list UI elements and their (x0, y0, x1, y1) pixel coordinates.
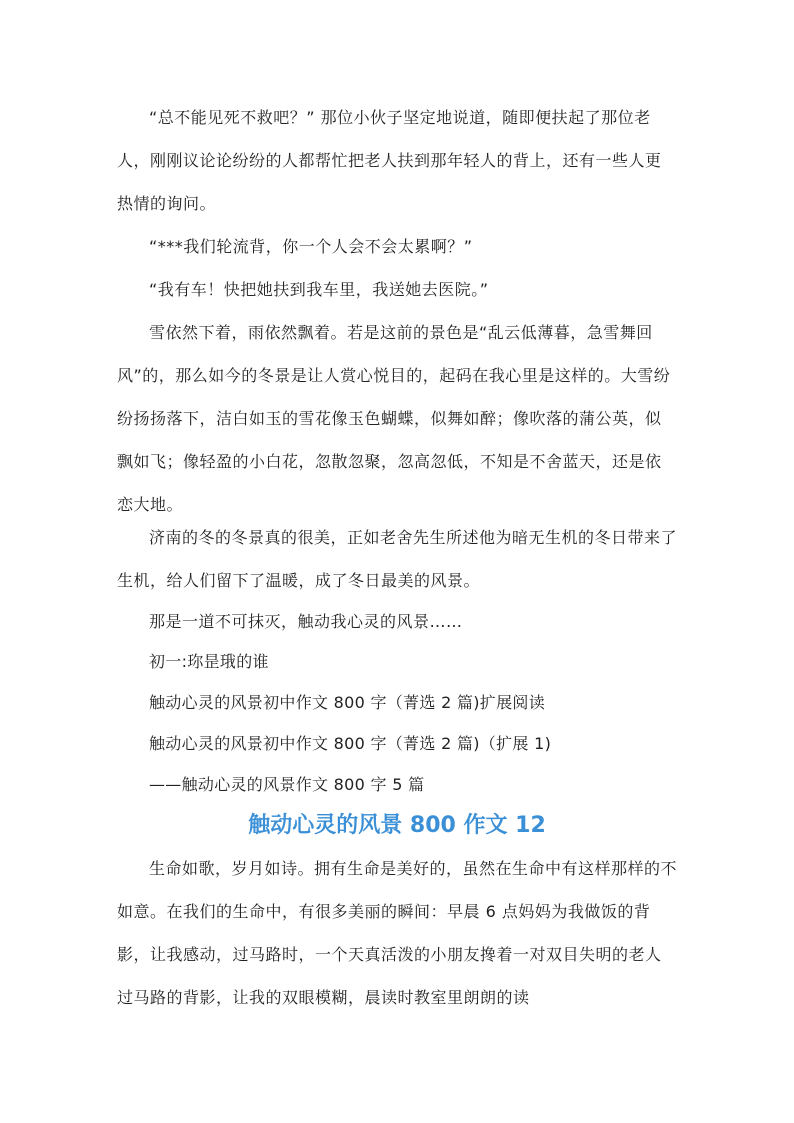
author-line: 初一:珎昰珴的谁 (149, 652, 269, 671)
paragraph-rescue: “总不能见死不救吧？” 那位小伙子坚定地说道，随即便扶起了那位老人，刚刚议论论纷纷的人都帮忙把老人扶到那年轻人的背上，还有一些人更热情的询问。 (117, 108, 662, 213)
extended-reading-line: 触动心灵的风景初中作文 800 字（菁选 2 篇)扩展阅读 (149, 693, 546, 712)
section-heading: 触动心灵的风景 800 作文 12 (248, 813, 546, 838)
paragraph-snow-scene: 雪依然下着，雨依然飘着。若是这前的景色是“乱云低薄暮，急雪舞回风”的，那么如今的冬景是让人赏心悦目的，起码在我心里是这样的。大雪纷纷扬扬落下，洁白如玉的雪花像玉色蝴蝶，似舞如醉；像吹落的蒲公英，似飘如飞；像轻盈的小白花，忽散忽聚，忽高忽低，不知是不舍蓝天，还是依恋大地。 (117, 323, 671, 514)
paragraph-have-car: “我有车！快把她扶到我车里，我送她去医院。” (149, 280, 489, 299)
paragraph-unforgettable: 那是一道不可抹灭，触动我心灵的风景…… (149, 612, 463, 631)
essay-count-line: ——触动心灵的风景作文 800 字 5 篇 (149, 775, 425, 794)
paragraph-take-turns: “***我们轮流背，你一个人会不会太累啊？” (149, 237, 473, 256)
paragraph-jinan-winter: 济南的冬的冬景真的很美，正如老舍先生所述他为暗无生机的冬日带来了生机，给人们留下了温暖，成了冬日最美的风景。 (117, 528, 678, 590)
extended-reading-1-line: 触动心灵的风景初中作文 800 字（菁选 2 篇)（扩展 1) (149, 734, 552, 753)
paragraph-life-song: 生命如歌，岁月如诗。拥有生命是美好的，虽然在生命中有这样那样的不如意。在我们的生命中，有很多美丽的瞬间：早晨 6 点妈妈为我做饭的背影，让我感动，过马路时，一个天真活泼的小朋友搀着一对双目失明的老人过马路的背影，让我的双眼模糊，晨读时教室里朗朗的读 (117, 859, 678, 1007)
